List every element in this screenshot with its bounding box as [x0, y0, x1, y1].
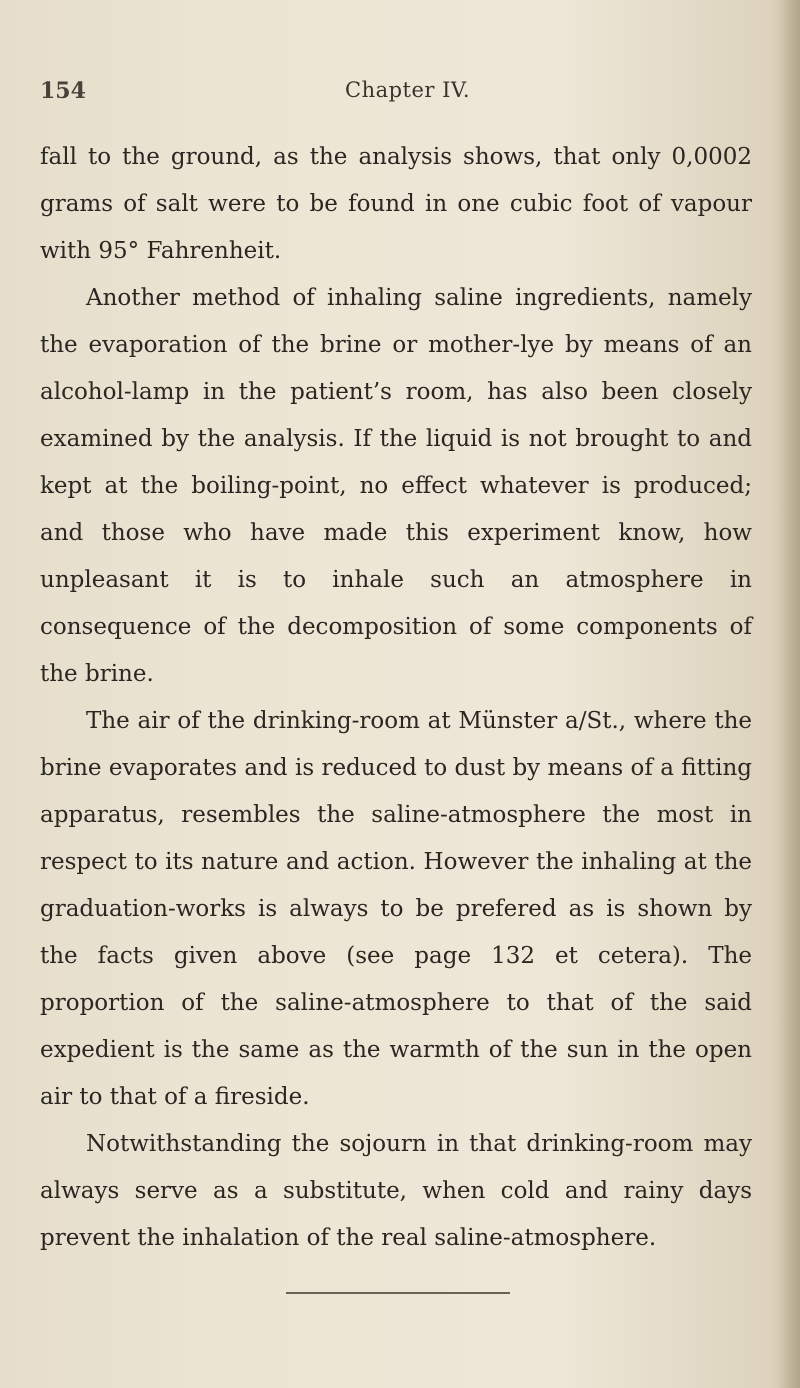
body-text [40, 134, 752, 1262]
paragraph-drinking-room: The air of the drinking-room at Münster a/St., where the brine evaporates and is reduced to dust by means of a fitting apparatus, resembles the saline-atmosphere the most in respect to its nature and action. However the inhaling at the graduation-works is always to be prefered as is shown by the facts given above (see page 132 et cetera). The proportion of the saline-atmosphere to that of the said expedient is the same as the warmth of the sun in the open air to that of a fireside. [40, 708, 752, 1110]
paragraph-inhaling-methods: Another method of inhaling saline ingredients, namely the evaporation of the brine or mother-lye by means of an alcohol-lamp in the patient’s room, has also been closely examined by the analysis. If the liquid is not brought to and kept at the boiling-point, no effect whatever is produced; and those who have made this experiment know, how unpleasant it is to inhale such an atmosphere in consequence of the decomposition of some components of the brine. [40, 285, 752, 687]
page-number: 154 [40, 78, 86, 104]
page-edge-shadow [778, 0, 800, 1388]
section-end-rule [286, 1292, 510, 1294]
paragraph-continuation: fall to the ground, as the analysis shows, that only 0,0002 grams of salt were to be found in one cubic foot of vapour with 95° Fahrenheit. [40, 144, 752, 264]
page-header [40, 78, 760, 112]
running-head: Chapter IV. [345, 78, 471, 102]
paragraph-notwithstanding: Notwithstanding the sojourn in that drinking-room may always serve as a substitute, when cold and rainy days prevent the inhalation of the real saline-atmosphere. [40, 1131, 752, 1251]
